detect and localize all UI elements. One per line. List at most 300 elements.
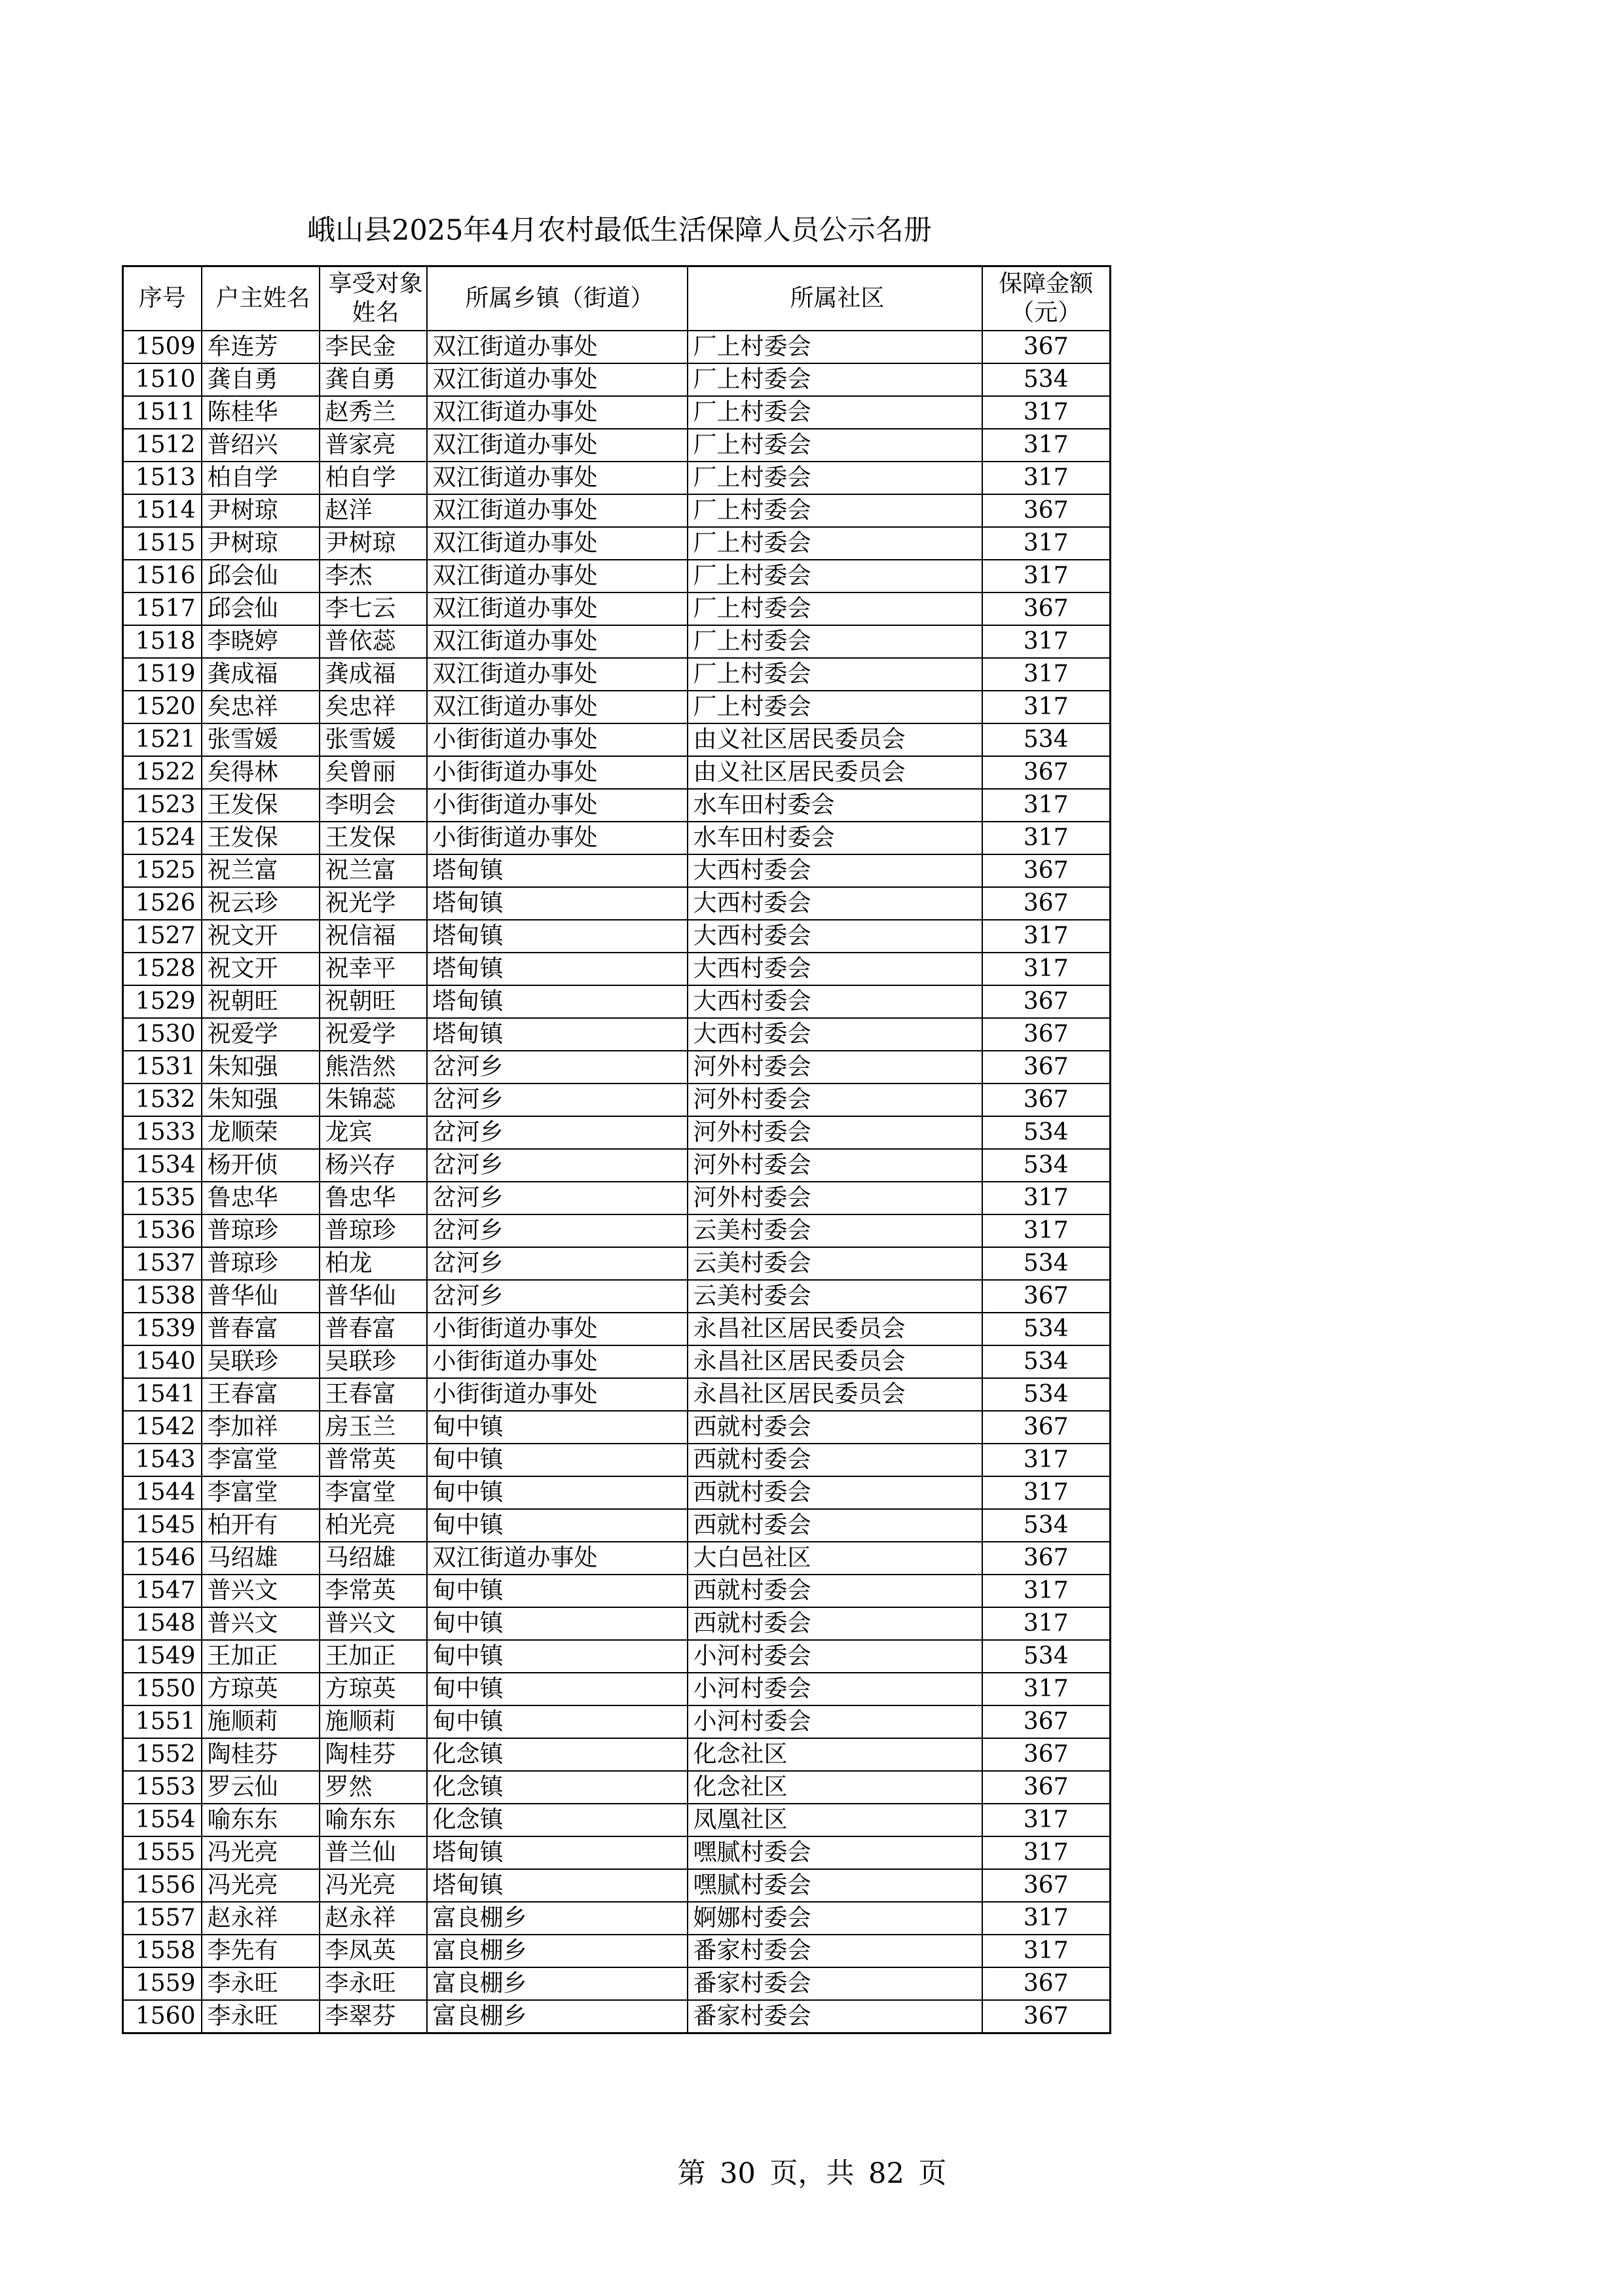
cell-town: 小街街道办事处 xyxy=(427,723,688,756)
cell-recipient: 普兰仙 xyxy=(320,1836,427,1869)
cell-recipient: 普春富 xyxy=(320,1313,427,1345)
cell-head-of-household: 王加正 xyxy=(202,1640,320,1673)
cell-recipient: 王春富 xyxy=(320,1378,427,1411)
cell-head-of-household: 冯光亮 xyxy=(202,1869,320,1902)
table-row xyxy=(123,1411,1111,1444)
cell-no: 1535 xyxy=(123,1182,202,1214)
table-row xyxy=(123,822,1111,854)
cell-recipient: 喻东东 xyxy=(320,1804,427,1836)
cell-town: 富良棚乡 xyxy=(427,2000,688,2033)
cell-community: 河外村委会 xyxy=(688,1116,982,1149)
cell-recipient: 龚自勇 xyxy=(320,363,427,396)
cell-amount: 534 xyxy=(982,1116,1111,1149)
cell-head-of-household: 王发保 xyxy=(202,822,320,854)
cell-no: 1554 xyxy=(123,1804,202,1836)
cell-town: 岔河乡 xyxy=(427,1214,688,1247)
table-row xyxy=(123,560,1111,592)
cell-town: 甸中镇 xyxy=(427,1411,688,1444)
cell-recipient: 祝朝旺 xyxy=(320,985,427,1018)
cell-amount: 317 xyxy=(982,822,1111,854)
cell-no: 1528 xyxy=(123,953,202,985)
cell-no: 1510 xyxy=(123,363,202,396)
cell-head-of-household: 普绍兴 xyxy=(202,429,320,462)
cell-recipient: 赵洋 xyxy=(320,494,427,527)
cell-no: 1518 xyxy=(123,625,202,658)
cell-recipient: 柏自学 xyxy=(320,462,427,494)
table-row xyxy=(123,789,1111,822)
cell-recipient: 房玉兰 xyxy=(320,1411,427,1444)
cell-amount: 317 xyxy=(982,1836,1111,1869)
table-row xyxy=(123,429,1111,462)
cell-no: 1545 xyxy=(123,1509,202,1542)
cell-amount: 317 xyxy=(982,1182,1111,1214)
cell-recipient: 鲁忠华 xyxy=(320,1182,427,1214)
cell-amount: 534 xyxy=(982,1149,1111,1182)
cell-no: 1513 xyxy=(123,462,202,494)
table-row xyxy=(123,854,1111,887)
cell-head-of-household: 李先有 xyxy=(202,1935,320,1967)
cell-community: 河外村委会 xyxy=(688,1051,982,1084)
cell-no: 1516 xyxy=(123,560,202,592)
table-row xyxy=(123,1476,1111,1509)
cell-community: 西就村委会 xyxy=(688,1476,982,1509)
cell-no: 1539 xyxy=(123,1313,202,1345)
cell-community: 大西村委会 xyxy=(688,953,982,985)
cell-community: 云美村委会 xyxy=(688,1214,982,1247)
cell-town: 塔甸镇 xyxy=(427,887,688,920)
cell-no: 1542 xyxy=(123,1411,202,1444)
cell-recipient: 李常英 xyxy=(320,1575,427,1607)
cell-head-of-household: 王发保 xyxy=(202,789,320,822)
cell-amount: 367 xyxy=(982,756,1111,789)
table-row xyxy=(123,396,1111,429)
cell-head-of-household: 牟连芳 xyxy=(202,331,320,363)
cell-town: 富良棚乡 xyxy=(427,1902,688,1935)
cell-no: 1515 xyxy=(123,527,202,560)
cell-amount: 367 xyxy=(982,887,1111,920)
cell-community: 厂上村委会 xyxy=(688,396,982,429)
header-no: 序号 xyxy=(123,266,202,331)
cell-recipient: 祝幸平 xyxy=(320,953,427,985)
cell-town: 岔河乡 xyxy=(427,1149,688,1182)
cell-town: 小街街道办事处 xyxy=(427,1313,688,1345)
header-community: 所属社区 xyxy=(688,266,982,331)
cell-amount: 317 xyxy=(982,1902,1111,1935)
cell-head-of-household: 李晓婷 xyxy=(202,625,320,658)
cell-no: 1527 xyxy=(123,920,202,953)
table-row xyxy=(123,1345,1111,1378)
cell-town: 富良棚乡 xyxy=(427,1967,688,2000)
cell-no: 1531 xyxy=(123,1051,202,1084)
roster-table xyxy=(122,265,1111,2034)
cell-town: 化念镇 xyxy=(427,1804,688,1836)
cell-community: 河外村委会 xyxy=(688,1149,982,1182)
table-row xyxy=(123,1902,1111,1935)
cell-no: 1552 xyxy=(123,1738,202,1771)
table-row xyxy=(123,1935,1111,1967)
table-row xyxy=(123,1313,1111,1345)
cell-community: 婀娜村委会 xyxy=(688,1902,982,1935)
cell-amount: 534 xyxy=(982,1509,1111,1542)
cell-recipient: 杨兴存 xyxy=(320,1149,427,1182)
cell-head-of-household: 邱会仙 xyxy=(202,560,320,592)
cell-no: 1551 xyxy=(123,1705,202,1738)
cell-community: 西就村委会 xyxy=(688,1411,982,1444)
cell-head-of-household: 朱知强 xyxy=(202,1084,320,1116)
cell-no: 1529 xyxy=(123,985,202,1018)
cell-community: 厂上村委会 xyxy=(688,691,982,723)
cell-town: 小街街道办事处 xyxy=(427,789,688,822)
cell-amount: 534 xyxy=(982,1378,1111,1411)
cell-recipient: 普华仙 xyxy=(320,1280,427,1313)
table-row xyxy=(123,1018,1111,1051)
cell-community: 大西村委会 xyxy=(688,887,982,920)
cell-town: 双江街道办事处 xyxy=(427,592,688,625)
page-footer: 第 30 页，共 82 页 xyxy=(677,2157,947,2190)
cell-community: 厂上村委会 xyxy=(688,494,982,527)
cell-no: 1522 xyxy=(123,756,202,789)
roster-body xyxy=(123,331,1111,2033)
cell-amount: 317 xyxy=(982,1607,1111,1640)
cell-town: 塔甸镇 xyxy=(427,985,688,1018)
cell-town: 甸中镇 xyxy=(427,1673,688,1705)
cell-community: 大白邑社区 xyxy=(688,1542,982,1575)
cell-community: 河外村委会 xyxy=(688,1084,982,1116)
cell-community: 番家村委会 xyxy=(688,2000,982,2033)
cell-town: 小街街道办事处 xyxy=(427,756,688,789)
cell-head-of-household: 罗云仙 xyxy=(202,1771,320,1804)
table-row xyxy=(123,756,1111,789)
cell-recipient: 祝光学 xyxy=(320,887,427,920)
cell-community: 小河村委会 xyxy=(688,1673,982,1705)
cell-no: 1511 xyxy=(123,396,202,429)
cell-head-of-household: 陶桂芬 xyxy=(202,1738,320,1771)
cell-no: 1547 xyxy=(123,1575,202,1607)
cell-no: 1541 xyxy=(123,1378,202,1411)
cell-community: 大西村委会 xyxy=(688,985,982,1018)
cell-head-of-household: 陈桂华 xyxy=(202,396,320,429)
cell-amount: 534 xyxy=(982,723,1111,756)
cell-community: 西就村委会 xyxy=(688,1575,982,1607)
cell-recipient: 李富堂 xyxy=(320,1476,427,1509)
cell-town: 塔甸镇 xyxy=(427,920,688,953)
cell-amount: 534 xyxy=(982,363,1111,396)
cell-community: 厂上村委会 xyxy=(688,363,982,396)
cell-community: 小河村委会 xyxy=(688,1640,982,1673)
cell-amount: 367 xyxy=(982,1967,1111,2000)
cell-head-of-household: 普兴文 xyxy=(202,1607,320,1640)
cell-recipient: 李永旺 xyxy=(320,1967,427,2000)
cell-amount: 317 xyxy=(982,1575,1111,1607)
cell-recipient: 李明会 xyxy=(320,789,427,822)
table-row xyxy=(123,331,1111,363)
cell-no: 1536 xyxy=(123,1214,202,1247)
cell-town: 岔河乡 xyxy=(427,1182,688,1214)
cell-recipient: 冯光亮 xyxy=(320,1869,427,1902)
table-row xyxy=(123,527,1111,560)
cell-amount: 367 xyxy=(982,1542,1111,1575)
cell-town: 双江街道办事处 xyxy=(427,527,688,560)
cell-amount: 317 xyxy=(982,691,1111,723)
table-row xyxy=(123,723,1111,756)
cell-recipient: 李凤英 xyxy=(320,1935,427,1967)
cell-amount: 317 xyxy=(982,1476,1111,1509)
cell-town: 岔河乡 xyxy=(427,1084,688,1116)
table-row xyxy=(123,1116,1111,1149)
table-row xyxy=(123,1640,1111,1673)
cell-community: 西就村委会 xyxy=(688,1607,982,1640)
cell-no: 1525 xyxy=(123,854,202,887)
cell-head-of-household: 邱会仙 xyxy=(202,592,320,625)
cell-town: 双江街道办事处 xyxy=(427,331,688,363)
cell-amount: 317 xyxy=(982,1214,1111,1247)
cell-town: 甸中镇 xyxy=(427,1476,688,1509)
cell-amount: 367 xyxy=(982,1771,1111,1804)
cell-town: 塔甸镇 xyxy=(427,1869,688,1902)
cell-no: 1520 xyxy=(123,691,202,723)
cell-no: 1524 xyxy=(123,822,202,854)
cell-recipient: 陶桂芬 xyxy=(320,1738,427,1771)
table-row xyxy=(123,920,1111,953)
table-row xyxy=(123,1705,1111,1738)
cell-community: 永昌社区居民委员会 xyxy=(688,1313,982,1345)
cell-recipient: 龚成福 xyxy=(320,658,427,691)
cell-no: 1544 xyxy=(123,1476,202,1509)
cell-recipient: 马绍雄 xyxy=(320,1542,427,1575)
cell-amount: 317 xyxy=(982,1804,1111,1836)
table-row xyxy=(123,1214,1111,1247)
cell-no: 1558 xyxy=(123,1935,202,1967)
cell-no: 1540 xyxy=(123,1345,202,1378)
table-row xyxy=(123,1738,1111,1771)
cell-community: 大西村委会 xyxy=(688,854,982,887)
cell-amount: 317 xyxy=(982,789,1111,822)
cell-no: 1560 xyxy=(123,2000,202,2033)
cell-recipient: 朱锦蕊 xyxy=(320,1084,427,1116)
cell-amount: 317 xyxy=(982,396,1111,429)
cell-no: 1509 xyxy=(123,331,202,363)
cell-town: 甸中镇 xyxy=(427,1575,688,1607)
cell-town: 岔河乡 xyxy=(427,1116,688,1149)
cell-recipient: 王发保 xyxy=(320,822,427,854)
cell-town: 塔甸镇 xyxy=(427,953,688,985)
cell-head-of-household: 吴联珍 xyxy=(202,1345,320,1378)
cell-head-of-household: 冯光亮 xyxy=(202,1836,320,1869)
cell-head-of-household: 龚自勇 xyxy=(202,363,320,396)
cell-head-of-household: 喻东东 xyxy=(202,1804,320,1836)
cell-community: 厂上村委会 xyxy=(688,331,982,363)
cell-recipient: 普常英 xyxy=(320,1444,427,1476)
table-row xyxy=(123,1836,1111,1869)
cell-town: 甸中镇 xyxy=(427,1607,688,1640)
cell-recipient: 施顺莉 xyxy=(320,1705,427,1738)
cell-amount: 367 xyxy=(982,331,1111,363)
table-row xyxy=(123,887,1111,920)
cell-recipient: 龙宾 xyxy=(320,1116,427,1149)
cell-recipient: 王加正 xyxy=(320,1640,427,1673)
cell-no: 1534 xyxy=(123,1149,202,1182)
cell-town: 双江街道办事处 xyxy=(427,494,688,527)
cell-recipient: 方琼英 xyxy=(320,1673,427,1705)
table-row xyxy=(123,1378,1111,1411)
table-row xyxy=(123,1542,1111,1575)
cell-town: 岔河乡 xyxy=(427,1051,688,1084)
cell-community: 厂上村委会 xyxy=(688,462,982,494)
cell-amount: 367 xyxy=(982,1084,1111,1116)
cell-recipient: 尹树琼 xyxy=(320,527,427,560)
cell-community: 小河村委会 xyxy=(688,1705,982,1738)
cell-community: 凤凰社区 xyxy=(688,1804,982,1836)
cell-town: 塔甸镇 xyxy=(427,1836,688,1869)
cell-no: 1538 xyxy=(123,1280,202,1313)
cell-community: 化念社区 xyxy=(688,1771,982,1804)
cell-head-of-household: 赵永祥 xyxy=(202,1902,320,1935)
cell-head-of-household: 朱知强 xyxy=(202,1051,320,1084)
table-row xyxy=(123,363,1111,396)
cell-town: 双江街道办事处 xyxy=(427,462,688,494)
table-row xyxy=(123,953,1111,985)
table-row xyxy=(123,1575,1111,1607)
cell-head-of-household: 尹树琼 xyxy=(202,527,320,560)
cell-recipient: 普兴文 xyxy=(320,1607,427,1640)
cell-town: 岔河乡 xyxy=(427,1247,688,1280)
cell-amount: 367 xyxy=(982,1738,1111,1771)
cell-head-of-household: 李永旺 xyxy=(202,1967,320,2000)
cell-community: 大西村委会 xyxy=(688,920,982,953)
cell-town: 双江街道办事处 xyxy=(427,560,688,592)
table-row xyxy=(123,1509,1111,1542)
cell-town: 甸中镇 xyxy=(427,1509,688,1542)
cell-town: 双江街道办事处 xyxy=(427,625,688,658)
cell-no: 1555 xyxy=(123,1836,202,1869)
cell-community: 厂上村委会 xyxy=(688,658,982,691)
cell-town: 甸中镇 xyxy=(427,1705,688,1738)
cell-community: 由义社区居民委员会 xyxy=(688,723,982,756)
cell-recipient: 矣曾丽 xyxy=(320,756,427,789)
cell-amount: 367 xyxy=(982,985,1111,1018)
cell-town: 双江街道办事处 xyxy=(427,396,688,429)
cell-recipient: 熊浩然 xyxy=(320,1051,427,1084)
header-row xyxy=(123,266,1111,331)
cell-amount: 317 xyxy=(982,462,1111,494)
cell-no: 1530 xyxy=(123,1018,202,1051)
table-row xyxy=(123,1804,1111,1836)
cell-town: 甸中镇 xyxy=(427,1444,688,1476)
cell-town: 化念镇 xyxy=(427,1738,688,1771)
cell-head-of-household: 祝兰富 xyxy=(202,854,320,887)
cell-head-of-household: 矣忠祥 xyxy=(202,691,320,723)
cell-amount: 534 xyxy=(982,1345,1111,1378)
cell-amount: 317 xyxy=(982,527,1111,560)
cell-community: 厂上村委会 xyxy=(688,429,982,462)
cell-head-of-household: 普琼珍 xyxy=(202,1247,320,1280)
cell-community: 西就村委会 xyxy=(688,1509,982,1542)
cell-recipient: 赵永祥 xyxy=(320,1902,427,1935)
cell-town: 化念镇 xyxy=(427,1771,688,1804)
table-row xyxy=(123,691,1111,723)
cell-community: 厂上村委会 xyxy=(688,592,982,625)
header-recipient: 享受对象姓名 xyxy=(320,266,427,331)
table-row xyxy=(123,462,1111,494)
cell-no: 1523 xyxy=(123,789,202,822)
cell-head-of-household: 祝文开 xyxy=(202,920,320,953)
cell-no: 1517 xyxy=(123,592,202,625)
cell-no: 1521 xyxy=(123,723,202,756)
table-row xyxy=(123,1967,1111,2000)
cell-no: 1512 xyxy=(123,429,202,462)
cell-recipient: 祝爱学 xyxy=(320,1018,427,1051)
cell-community: 番家村委会 xyxy=(688,1935,982,1967)
cell-community: 云美村委会 xyxy=(688,1247,982,1280)
cell-head-of-household: 龚成福 xyxy=(202,658,320,691)
cell-no: 1543 xyxy=(123,1444,202,1476)
cell-no: 1553 xyxy=(123,1771,202,1804)
cell-town: 甸中镇 xyxy=(427,1640,688,1673)
table-row xyxy=(123,1051,1111,1084)
cell-no: 1556 xyxy=(123,1869,202,1902)
cell-town: 塔甸镇 xyxy=(427,854,688,887)
cell-head-of-household: 李富堂 xyxy=(202,1476,320,1509)
cell-no: 1532 xyxy=(123,1084,202,1116)
header-head-of-household: 户主姓名 xyxy=(202,266,320,331)
table-row xyxy=(123,1869,1111,1902)
cell-recipient: 矣忠祥 xyxy=(320,691,427,723)
table-row xyxy=(123,1444,1111,1476)
cell-amount: 317 xyxy=(982,920,1111,953)
cell-head-of-household: 杨开侦 xyxy=(202,1149,320,1182)
cell-no: 1548 xyxy=(123,1607,202,1640)
cell-recipient: 罗然 xyxy=(320,1771,427,1804)
cell-recipient: 柏龙 xyxy=(320,1247,427,1280)
cell-recipient: 李翠芬 xyxy=(320,2000,427,2033)
cell-head-of-household: 鲁忠华 xyxy=(202,1182,320,1214)
cell-amount: 367 xyxy=(982,1411,1111,1444)
cell-amount: 317 xyxy=(982,625,1111,658)
cell-head-of-household: 马绍雄 xyxy=(202,1542,320,1575)
cell-town: 富良棚乡 xyxy=(427,1935,688,1967)
table-row xyxy=(123,1280,1111,1313)
cell-head-of-household: 普琼珍 xyxy=(202,1214,320,1247)
cell-no: 1550 xyxy=(123,1673,202,1705)
cell-town: 塔甸镇 xyxy=(427,1018,688,1051)
table-row xyxy=(123,1149,1111,1182)
table-row xyxy=(123,592,1111,625)
cell-amount: 367 xyxy=(982,854,1111,887)
cell-head-of-household: 祝朝旺 xyxy=(202,985,320,1018)
cell-head-of-household: 普华仙 xyxy=(202,1280,320,1313)
cell-recipient: 祝信福 xyxy=(320,920,427,953)
cell-amount: 317 xyxy=(982,658,1111,691)
cell-recipient: 祝兰富 xyxy=(320,854,427,887)
cell-head-of-household: 李永旺 xyxy=(202,2000,320,2033)
cell-head-of-household: 尹树琼 xyxy=(202,494,320,527)
cell-recipient: 普琼珍 xyxy=(320,1214,427,1247)
cell-amount: 534 xyxy=(982,1640,1111,1673)
cell-head-of-household: 柏开有 xyxy=(202,1509,320,1542)
cell-community: 永昌社区居民委员会 xyxy=(688,1345,982,1378)
cell-amount: 367 xyxy=(982,1051,1111,1084)
cell-amount: 317 xyxy=(982,1673,1111,1705)
cell-amount: 367 xyxy=(982,1018,1111,1051)
table-row xyxy=(123,1607,1111,1640)
cell-community: 厂上村委会 xyxy=(688,527,982,560)
cell-amount: 534 xyxy=(982,1313,1111,1345)
cell-head-of-household: 张雪媛 xyxy=(202,723,320,756)
cell-community: 厂上村委会 xyxy=(688,560,982,592)
cell-head-of-household: 祝爱学 xyxy=(202,1018,320,1051)
cell-community: 河外村委会 xyxy=(688,1182,982,1214)
cell-recipient: 吴联珍 xyxy=(320,1345,427,1378)
